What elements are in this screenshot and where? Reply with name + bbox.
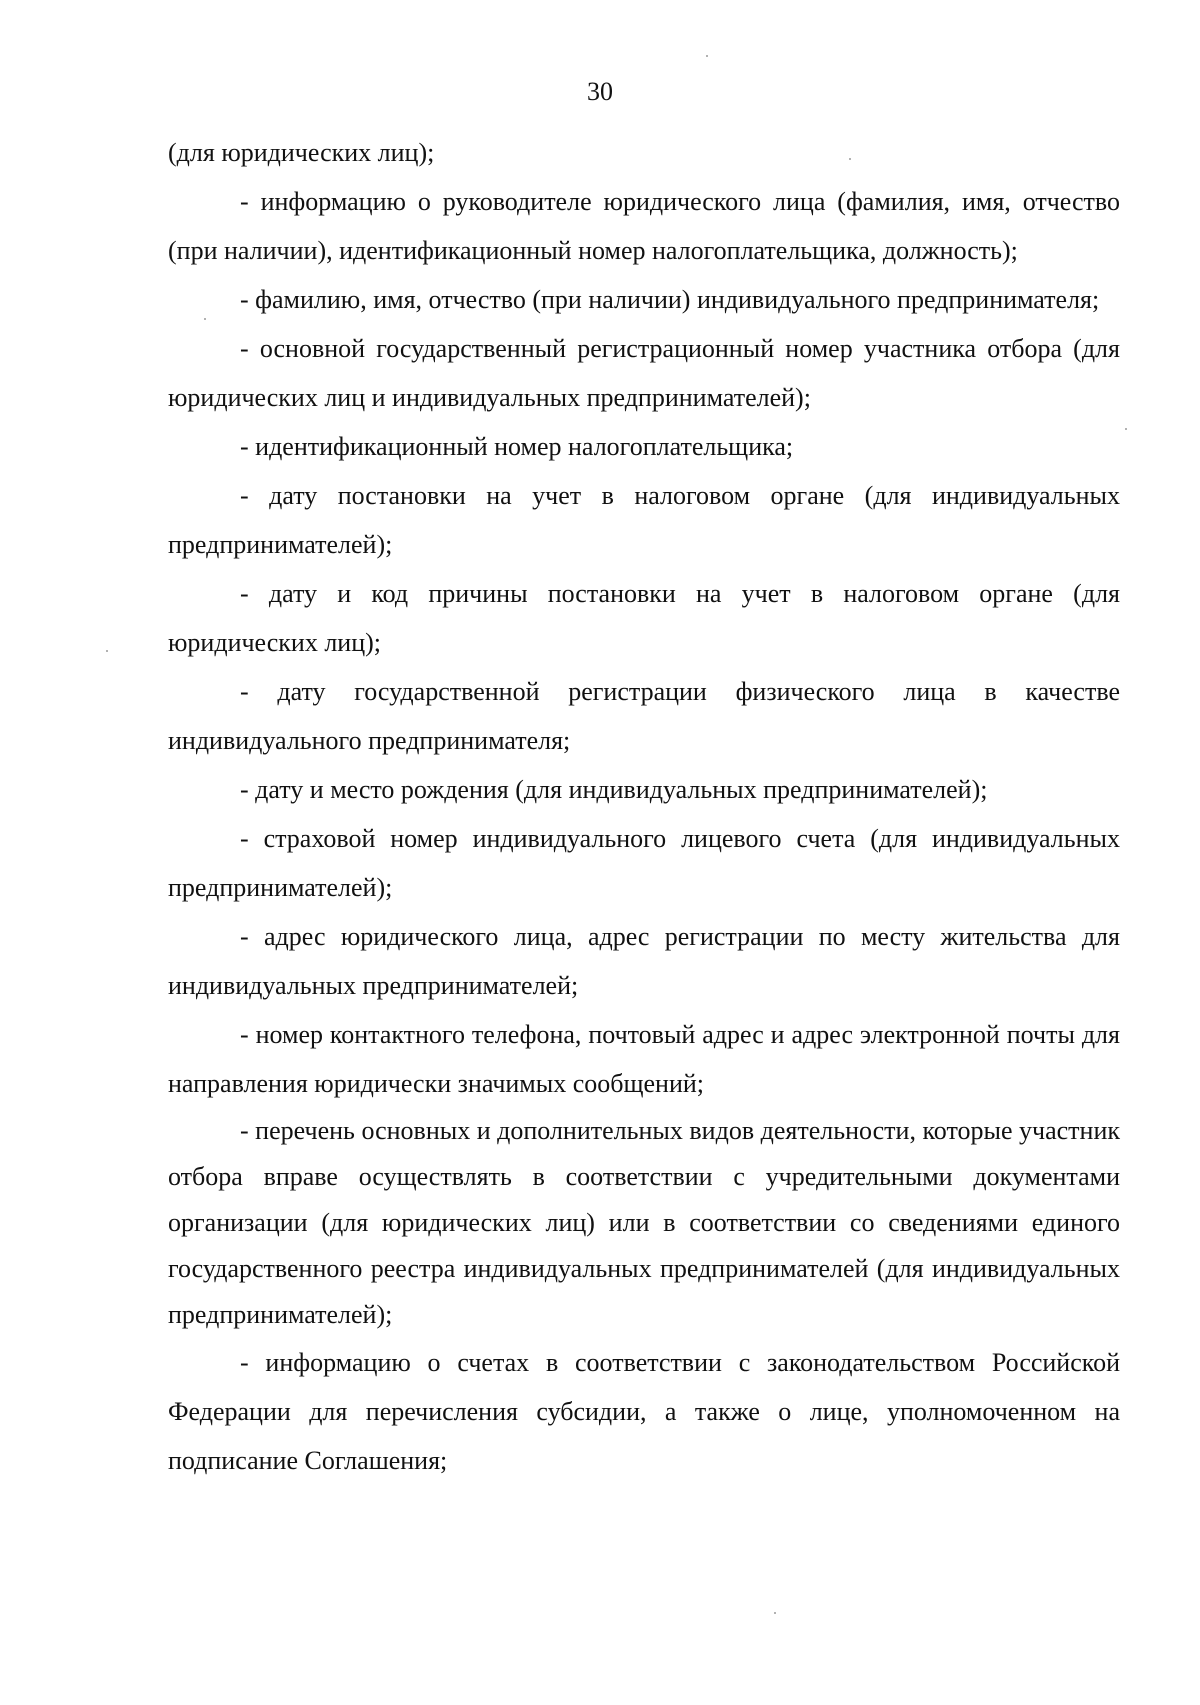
paragraph-11: - адрес юридического лица, адрес регистрации по месту жительства для индивидуальных предпринимателей;	[168, 922, 1120, 1000]
page-number: 30	[587, 77, 613, 106]
scan-speck	[204, 318, 206, 320]
paragraph-13: - перечень основных и дополнительных видов деятельности, которые участник отбора вправе осуществлять в соответствии с учредительными документами организации (для юридических лиц) или в соответствии со сведениями единого государственного реестра индивидуальных предпринимателей (для индивидуальных предпринимателей);	[168, 1116, 1120, 1329]
paragraph-4: - основной государственный регистрационный номер участника отбора (для юридических лиц и индивидуальных предпринимателей);	[168, 334, 1120, 412]
paragraph-2: - информацию о руководителе юридического лица (фамилия, имя, отчество (при наличии), идентификационный номер налогоплательщика, должность);	[168, 187, 1120, 265]
paragraph-1: (для юридических лиц);	[168, 138, 435, 167]
paragraph-10: - страховой номер индивидуального лицевого счета (для индивидуальных предпринимателей);	[168, 824, 1120, 902]
paragraph-5: - идентификационный номер налогоплательщика;	[240, 432, 794, 461]
paragraph-12: - номер контактного телефона, почтовый адрес и адрес электронной почты для направления юридически значимых сообщений;	[168, 1020, 1120, 1098]
scan-speck	[106, 650, 108, 652]
paragraph-7: - дату и код причины постановки на учет в налоговом органе (для юридических лиц);	[168, 579, 1120, 657]
paragraph-14: - информацию о счетах в соответствии с законодательством Российской Федерации для перечисления субсидии, а также о лице, уполномоченном на подписание Соглашения;	[168, 1348, 1120, 1475]
scan-speck	[1125, 428, 1127, 430]
paragraph-8: - дату государственной регистрации физического лица в качестве индивидуального предпринимателя;	[168, 677, 1120, 755]
paragraph-6: - дату постановки на учет в налоговом органе (для индивидуальных предпринимателей);	[168, 481, 1120, 559]
scan-speck	[849, 158, 851, 160]
scan-speck	[706, 55, 708, 57]
paragraph-9: - дату и место рождения (для индивидуальных предпринимателей);	[240, 775, 988, 804]
document-body	[168, 128, 1120, 1485]
scan-speck	[774, 1612, 776, 1614]
paragraph-3: - фамилию, имя, отчество (при наличии) индивидуального предпринимателя;	[240, 285, 1100, 314]
